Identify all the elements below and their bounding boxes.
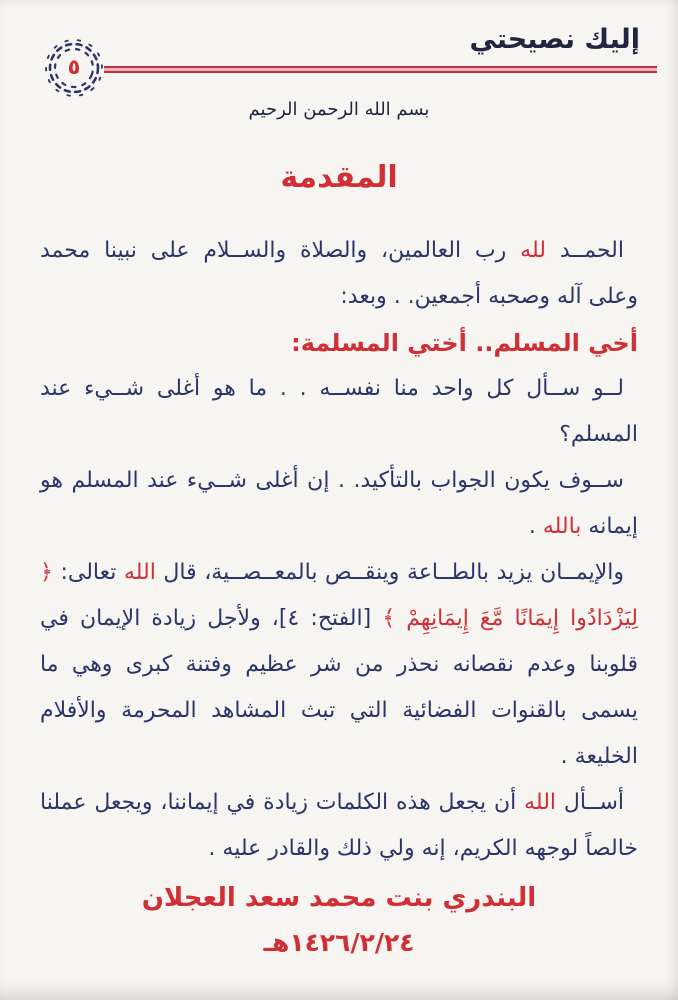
paragraph	[40, 458, 638, 550]
highlighted-red-text: أخي المسلم.. أختي المسلمة:	[291, 329, 638, 357]
page-number-ornament	[40, 34, 108, 102]
highlighted-red-text: بالله	[542, 514, 582, 539]
book-title: إليك نصيحتي	[469, 24, 640, 55]
paragraph	[40, 366, 638, 458]
highlighted-red-text: الله	[524, 790, 557, 815]
highlighted-red-text: الله	[123, 560, 156, 585]
highlighted-red-text: ﴿ لِيَزْدَادُوا إِيمَانًا مَّعَ إِيمَانِهِمْ ﴾	[40, 560, 639, 631]
body-paragraphs	[40, 228, 638, 872]
basmala-calligraphy: بسم الله الرحمن الرحيم	[248, 99, 430, 120]
body-text-segment: رب العالمين، والصلاة والســلام على نبينا محمد وعلى آله وصحبه أجمعين. . وبعد:	[40, 238, 638, 309]
section-heading	[40, 320, 638, 366]
body-text-segment: أن يجعل هذه الكلمات زيادة في إيماننا، ويجعل عملنا خالصاً لوجهه الكريم، إنه ولي ذلك والقادر عليه .	[40, 790, 638, 861]
hijri-date: ١٤٢٦/٢/٢٤هـ	[263, 928, 415, 957]
body-text-segment: لــو ســأل كل واحد منا نفســه . . ما هو أغلى شــيء عند المسلم؟	[40, 376, 638, 447]
body-text-segment: .	[528, 514, 543, 539]
paragraph	[40, 780, 638, 872]
paragraph	[40, 550, 638, 780]
page-number: ٥	[67, 55, 81, 79]
body-text-segment: [الفتح: ٤]، ولأجل زيادة الإيمان في قلوبنا وعدم نقصانه نحذر من شر عظيم وفتنة كبرى وهي ما يسمى بالقنوات الفضائية التي تبث المشاهد المحرمة والأفلام الخليعة .	[40, 606, 638, 769]
body-content	[40, 228, 638, 965]
author-signature: البندري بنت محمد سعد العجلان	[141, 883, 537, 913]
chapter-title: المقدمة	[280, 160, 398, 196]
body-text-segment: ســوف يكون الجواب بالتأكيد. . إن أغلى شــيء عند المسلم هو إيمانه	[40, 468, 638, 539]
paragraph	[40, 228, 638, 320]
body-text-segment: تعالى:	[52, 560, 124, 585]
body-text-segment: أســأل	[556, 790, 625, 815]
header-rule-divider	[104, 66, 657, 73]
body-text-segment: الحمــد	[545, 238, 624, 263]
body-text-segment: والإيمــان يزيد بالطــاعة وينقــص بالمعــصــية، قال	[155, 560, 624, 585]
highlighted-red-text: لله	[520, 238, 546, 263]
